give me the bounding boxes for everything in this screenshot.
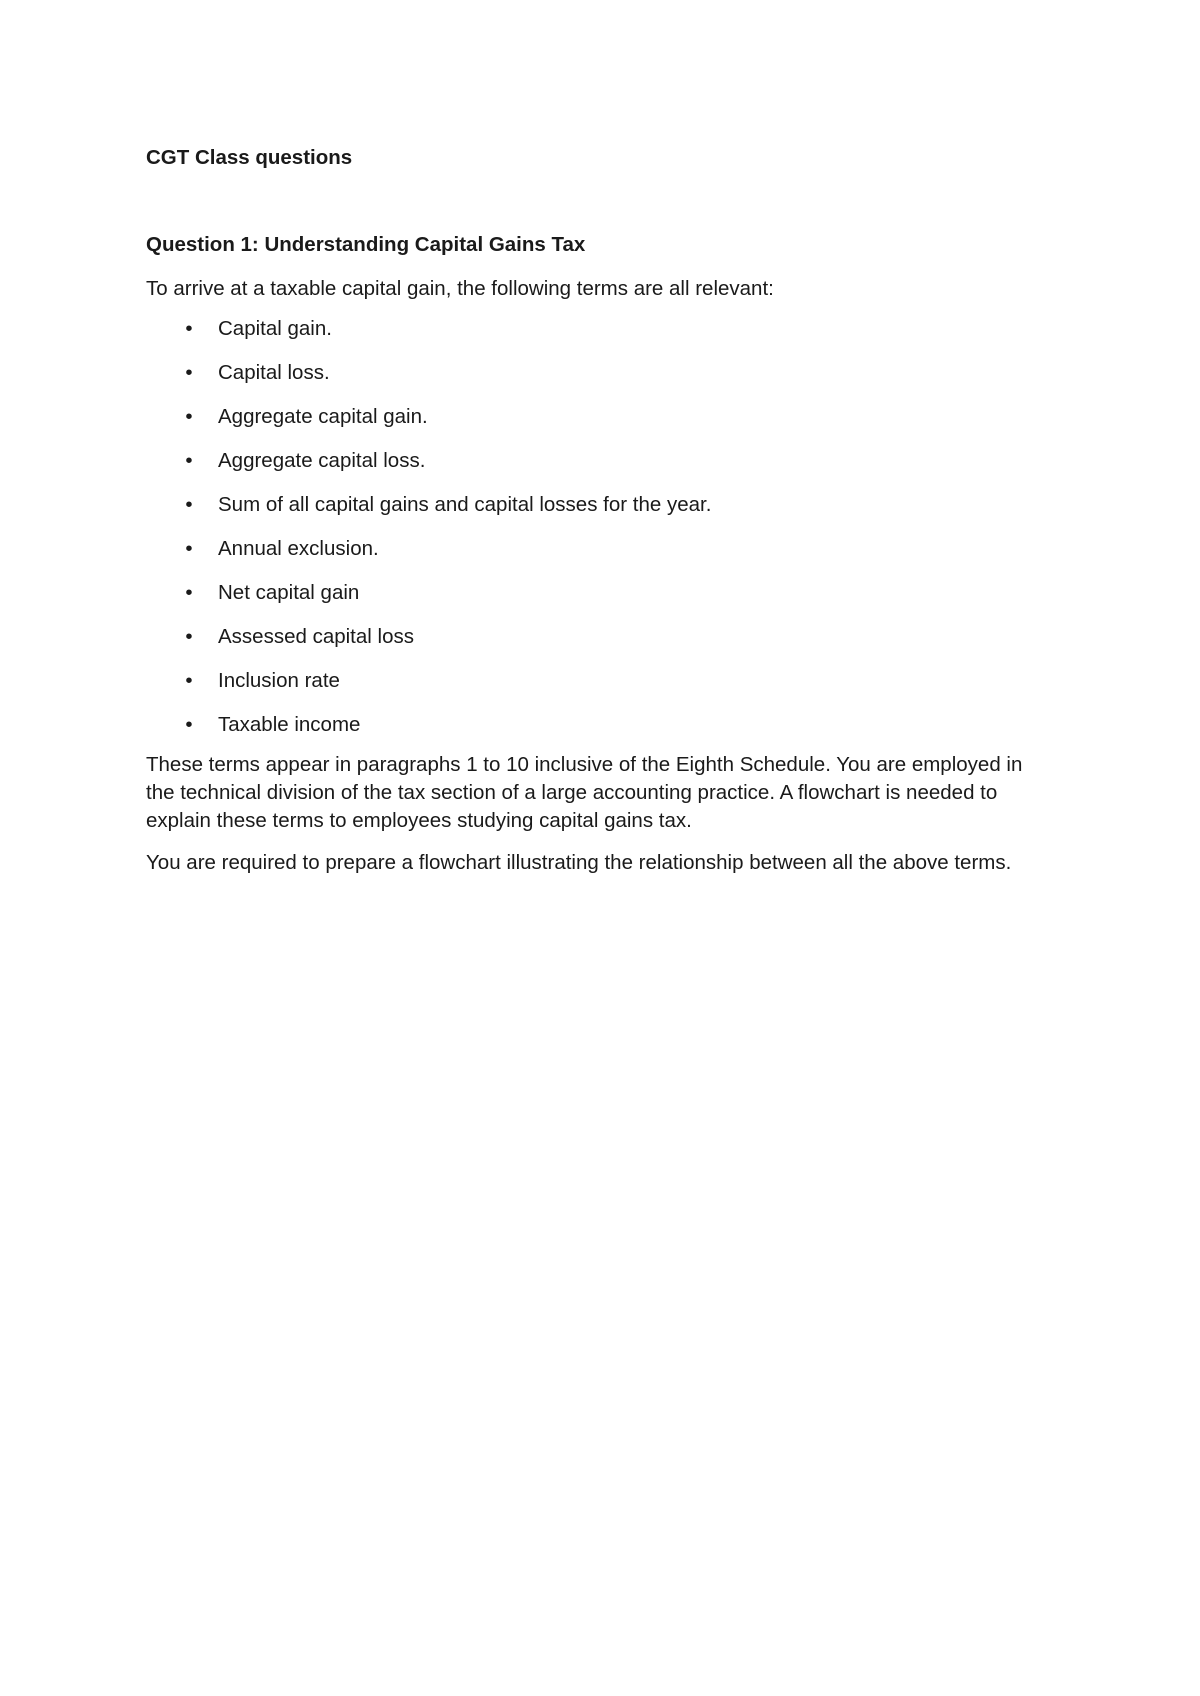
bullet-icon: • bbox=[185, 317, 193, 340]
list-item-text: Sum of all capital gains and capital losses for the year. bbox=[218, 493, 712, 516]
bullet-icon: • bbox=[185, 537, 193, 560]
list-item bbox=[146, 667, 1046, 695]
list-item bbox=[146, 403, 1046, 431]
bullet-icon: • bbox=[185, 669, 193, 692]
list-item-text: Taxable income bbox=[218, 713, 361, 736]
bullet-icon: • bbox=[185, 449, 193, 472]
list-item-text: Capital gain. bbox=[218, 317, 332, 340]
list-item bbox=[146, 359, 1046, 387]
list-item-text: Annual exclusion. bbox=[218, 537, 379, 560]
list-item-text: Assessed capital loss bbox=[218, 625, 414, 648]
intro-text: To arrive at a taxable capital gain, the following terms are all relevant: bbox=[146, 277, 774, 300]
bullet-icon: • bbox=[185, 493, 193, 516]
list-item-text: Inclusion rate bbox=[218, 669, 340, 692]
bullet-icon: • bbox=[185, 625, 193, 648]
list-item bbox=[146, 623, 1046, 651]
context-paragraph: These terms appear in paragraphs 1 to 10 inclusive of the Eighth Schedule. You are employed in the technical division of the tax section of a large accounting practice. A flowchart is needed to explain these terms to employees studying capital gains tax. bbox=[146, 753, 1023, 832]
list-item bbox=[146, 491, 1046, 519]
list-item bbox=[146, 579, 1046, 607]
bullet-icon: • bbox=[185, 405, 193, 428]
bullet-icon: • bbox=[185, 713, 193, 736]
list-item bbox=[146, 447, 1046, 475]
list-item bbox=[146, 711, 1046, 739]
document-title: CGT Class questions bbox=[146, 146, 353, 169]
list-item bbox=[146, 535, 1046, 563]
list-item-text: Aggregate capital gain. bbox=[218, 405, 428, 428]
terms-list bbox=[146, 315, 1046, 739]
list-item-text: Net capital gain bbox=[218, 581, 360, 604]
list-item-text: Aggregate capital loss. bbox=[218, 449, 426, 472]
list-item-text: Capital loss. bbox=[218, 361, 330, 384]
bullet-icon: • bbox=[185, 581, 193, 604]
bullet-icon: • bbox=[185, 361, 193, 384]
task-paragraph: You are required to prepare a flowchart illustrating the relationship between all the above terms. bbox=[146, 851, 1012, 874]
question-heading: Question 1: Understanding Capital Gains Tax bbox=[146, 233, 586, 256]
list-item bbox=[146, 315, 1046, 343]
document-content bbox=[146, 144, 1046, 877]
